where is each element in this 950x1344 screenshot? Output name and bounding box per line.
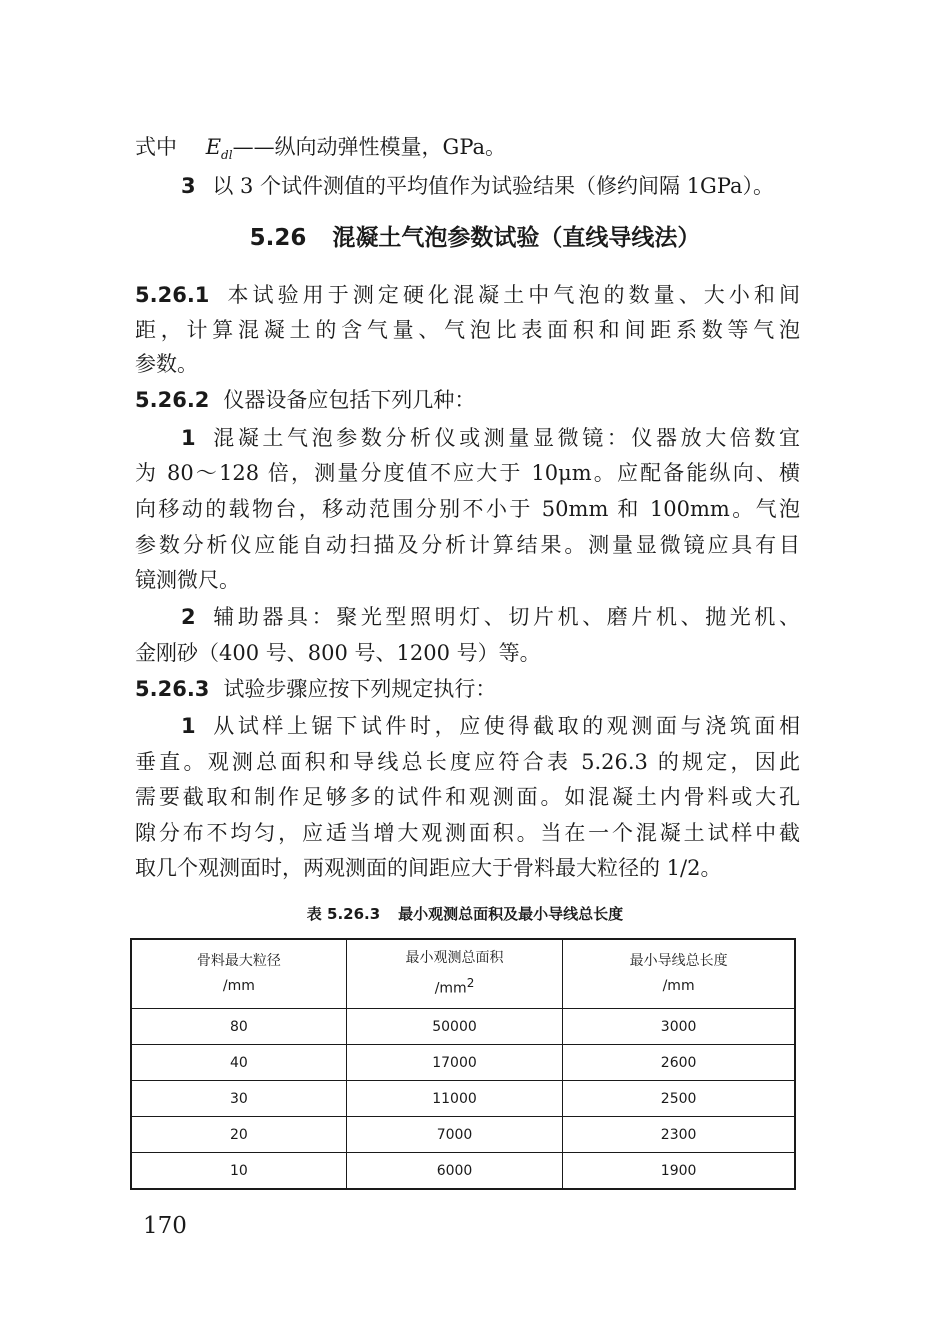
clause-5-26-2-item1-line4: 参数分析仪应能自动扫描及分析计算结果。测量显微镜应具有目 xyxy=(135,533,800,557)
clause-5-26-2-item1-line1 xyxy=(181,424,800,452)
cell-aggregate-size: 80 xyxy=(131,1009,346,1045)
clause-5-26-2-line xyxy=(135,386,800,414)
cell-min-area: 11000 xyxy=(346,1081,562,1117)
cell-aggregate-size: 30 xyxy=(131,1081,346,1117)
table-caption xyxy=(0,903,930,925)
clause-5-26-3-item1-line5: 取几个观测面时，两观测面的间距应大于骨料最大粒径的 1/2。 xyxy=(135,856,722,880)
cell-min-length: 2500 xyxy=(563,1081,795,1117)
section-number: 5.26 xyxy=(249,225,307,251)
clause-5-26-3-item1-line2: 垂直。观测总面积和导线总长度应符合表 5.26.3 的规定，因此 xyxy=(135,750,800,774)
item-text: 混凝土气泡参数分析仪或测量显微镜：仪器放大倍数宜 xyxy=(209,426,800,450)
header-min-area xyxy=(346,939,562,1009)
clause-5-26-2-item2-line1 xyxy=(181,603,800,631)
cell-min-area: 7000 xyxy=(346,1117,562,1153)
clause-5-26-1-line2: 距，计算混凝土的含气量、气泡比表面积和间距系数等气泡 xyxy=(135,318,800,342)
table-row xyxy=(131,1117,795,1153)
clause-5-26-2-item1-line2: 为 80～128 倍，测量分度值不应大于 10μm。应配备能纵向、横 xyxy=(135,461,800,485)
unit-text: /mm xyxy=(434,980,467,997)
table-header-row xyxy=(131,939,795,1009)
cell-min-area: 6000 xyxy=(346,1153,562,1190)
cell-min-area: 50000 xyxy=(346,1009,562,1045)
header-name: 最小导线总长度 xyxy=(629,953,728,969)
formula-symbol xyxy=(205,135,233,163)
table-row xyxy=(131,1045,795,1081)
formula-definition: ——纵向动弹性模量，GPa。 xyxy=(232,135,507,159)
cell-aggregate-size: 20 xyxy=(131,1117,346,1153)
header-name: 骨料最大粒径 xyxy=(196,953,281,969)
clause-number: 5.26.3 xyxy=(135,677,210,701)
item-number: 2 xyxy=(181,605,196,629)
clause-5-26-2-item1-line3: 向移动的载物台，移动范围分别不小于 50mm 和 100mm。气泡 xyxy=(135,497,800,521)
table-caption-title: 最小观测总面积及最小导线总长度 xyxy=(398,905,624,923)
page-number: 170 xyxy=(143,1213,187,1239)
cell-aggregate-size: 10 xyxy=(131,1153,346,1190)
section-title xyxy=(0,222,950,254)
table-row xyxy=(131,1009,795,1045)
clause-text: 仪器设备应包括下列几种： xyxy=(223,388,476,412)
item-number: 1 xyxy=(181,714,196,738)
item-text: 以 3 个试件测值的平均值作为试验结果（修约间隔 1GPa）。 xyxy=(212,174,775,198)
header-min-traverse-length xyxy=(563,939,795,1009)
item-number: 3 xyxy=(181,174,196,198)
clause-5-26-3-line xyxy=(135,675,800,703)
clause-5-26-2-item2-line2: 金刚砂（400 号、800 号、1200 号）等。 xyxy=(135,641,541,665)
cell-min-length: 1900 xyxy=(563,1153,795,1190)
cell-min-area: 17000 xyxy=(346,1045,562,1081)
clause-5-26-3-item1-line4: 隙分布不均匀，应适当增大观测面积。当在一个混凝土试样中截 xyxy=(135,821,800,845)
clause-number: 5.26.2 xyxy=(135,388,210,412)
clause-5-26-1-line3: 参数。 xyxy=(135,352,198,376)
clause-text: 本试验用于测定硬化混凝土中气泡的数量、大小和间 xyxy=(223,283,800,307)
cell-min-length: 2300 xyxy=(563,1117,795,1153)
header-unit: /mm xyxy=(662,978,695,994)
formula-explanation-line xyxy=(135,133,800,169)
formula-prefix: 式中 xyxy=(135,135,177,159)
clause-5-26-3-item1-line1 xyxy=(181,712,800,740)
table-row xyxy=(131,1153,795,1190)
cell-aggregate-size: 40 xyxy=(131,1045,346,1081)
header-unit: /mm xyxy=(222,978,255,994)
cell-min-length: 2600 xyxy=(563,1045,795,1081)
item-3-line xyxy=(181,172,801,200)
table-caption-number: 表 5.26.3 xyxy=(306,905,381,923)
item-text: 辅助器具：聚光型照明灯、切片机、磨片机、抛光机、 xyxy=(209,605,800,629)
header-name: 最小观测总面积 xyxy=(405,950,504,967)
clause-5-26-2-item1-line5: 镜测微尺。 xyxy=(135,568,240,592)
clause-5-26-1-line1 xyxy=(135,281,800,309)
header-aggregate-size xyxy=(131,939,346,1009)
cell-min-length: 3000 xyxy=(563,1009,795,1045)
item-text: 从试样上锯下试件时，应使得截取的观测面与浇筑面相 xyxy=(209,714,800,738)
header-unit xyxy=(347,971,562,1002)
clause-text: 试验步骤应按下列规定执行： xyxy=(223,677,497,701)
symbol-subscript: dl xyxy=(221,148,233,163)
item-number: 1 xyxy=(181,426,196,450)
clause-number: 5.26.1 xyxy=(135,283,210,307)
symbol-letter: E xyxy=(205,135,222,159)
clause-5-26-3-item1-line3: 需要截取和制作足够多的试件和观测面。如混凝土内骨料或大孔 xyxy=(135,785,800,809)
min-area-length-table xyxy=(130,938,796,1190)
table-row xyxy=(131,1081,795,1117)
section-title-text: 混凝土气泡参数试验（直线导线法） xyxy=(332,225,701,251)
unit-superscript: 2 xyxy=(466,976,475,991)
